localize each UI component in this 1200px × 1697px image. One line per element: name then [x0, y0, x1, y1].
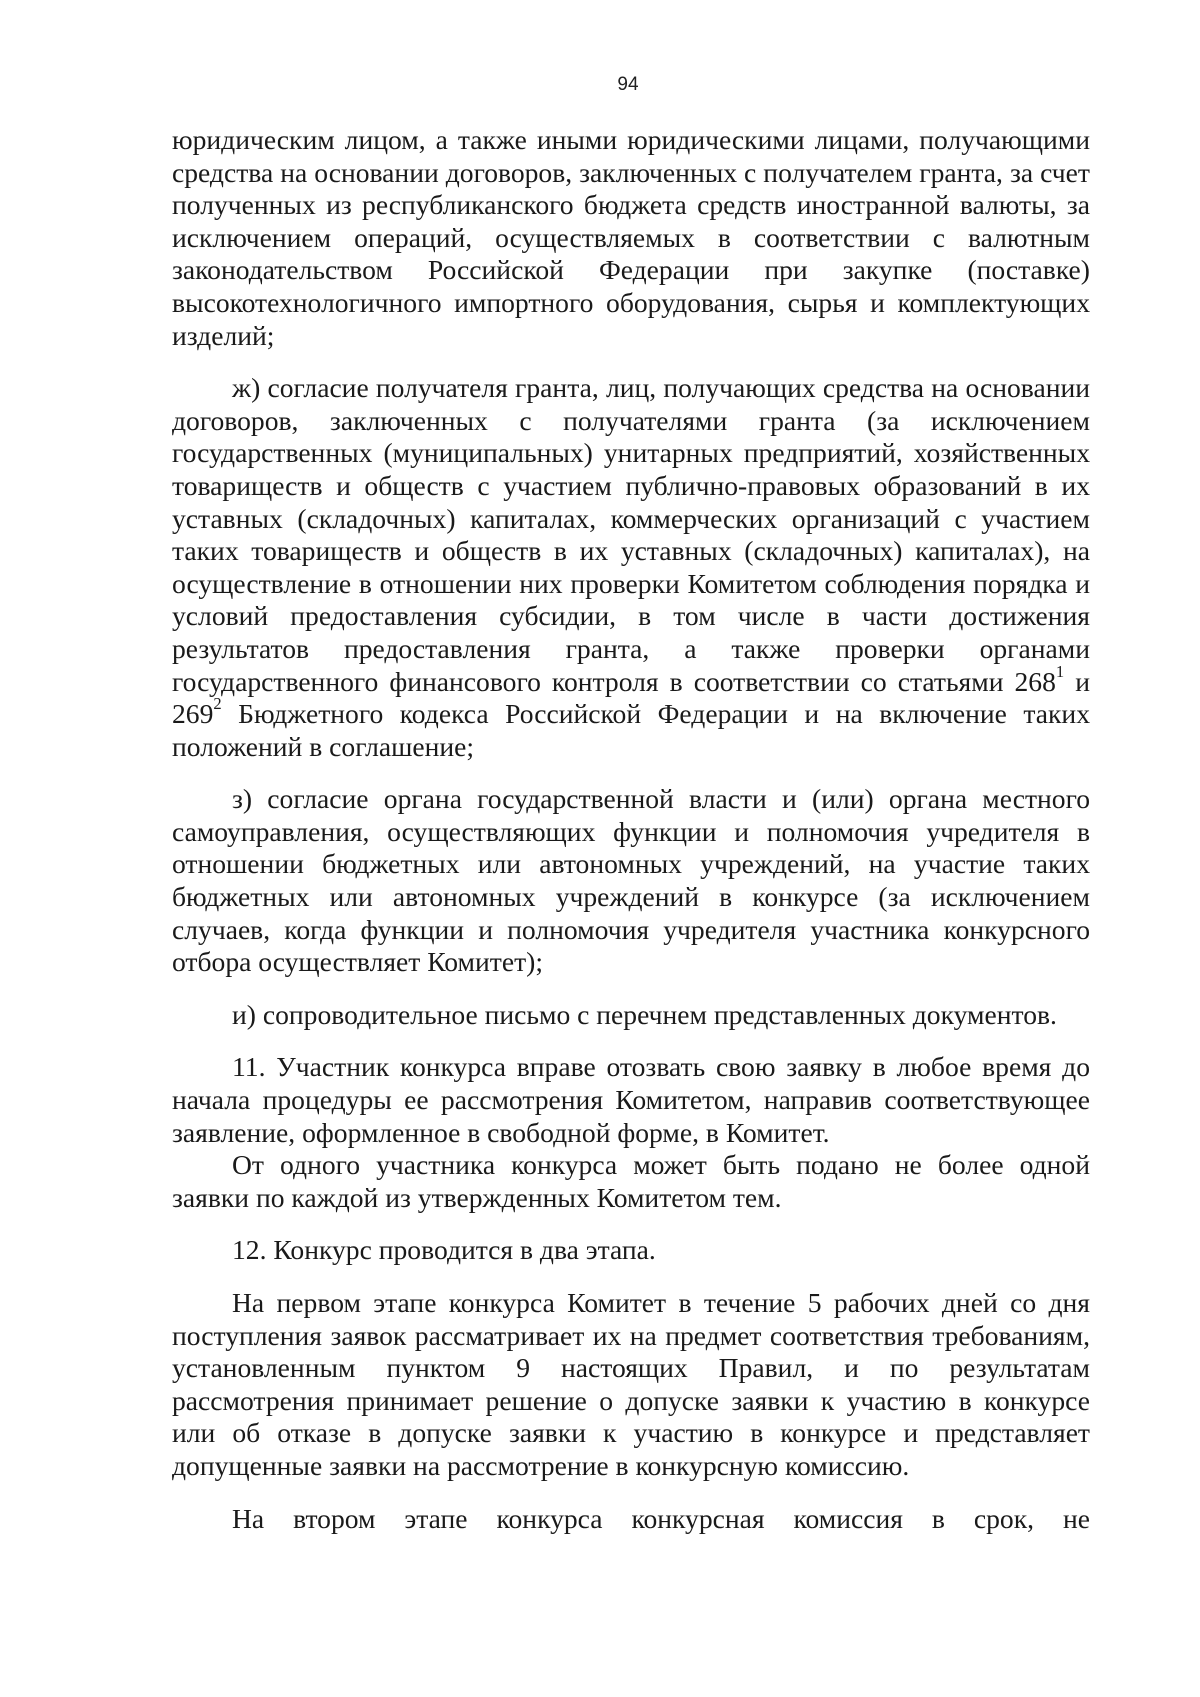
paragraph-point-11: 11. Участник конкурса вправе отозвать свою заявку в любое время до начала процедуры ее рассмотрения Комитетом, направив соответствующее заявление, оформленное в свободной форме, в Комитет.	[172, 1051, 1090, 1148]
footnote-superscript-2: 2	[213, 694, 222, 714]
document-body	[172, 124, 1090, 1535]
paragraph-second-stage: На втором этапе конкурса конкурсная комиссия в срок, не	[232, 1502, 1090, 1534]
paragraph-item-zh-text-start: ж) согласие получателя гранта, лиц, получающих средства на основании договоров, заключенных с получателями гранта (за исключением государственных (муниципальных) унитарных предприятий, хозяйственных товариществ и обществ с участием публично-правовых образований в их уставных (складочных) капиталах, коммерческих организаций с участием таких товариществ и обществ в их уставных (складочных) капиталах), на осуществление в отношении них проверки Комитетом соблюдения порядка и условий предоставления субсидии, в том числе в части достижения результатов предоставления гранта, а также проверки органами государственного финансового контроля в соответствии со статьями 268	[172, 372, 1090, 697]
paragraph-item-zh-text-end: Бюджетного кодекса Российской Федерации и на включение таких положений в соглашение;	[172, 698, 1090, 762]
paragraph-point-12: 12. Конкурс проводится в два этапа.	[232, 1234, 656, 1266]
footnote-superscript-1: 1	[1055, 661, 1065, 681]
paragraph-one-application: От одного участника конкурса может быть подано не более одной заявки по каждой из утвержденных Комитетом тем.	[172, 1149, 1090, 1213]
paragraph-item-z: з) согласие органа государственной власти и (или) органа местного самоуправления, осуществляющих функции и полномочия учредителя в отношении бюджетных или автономных учреждений, на участие таких бюджетных или автономных учреждений в конкурсе (за исключением случаев, когда функции и полномочия учредителя участника конкурсного отбора осуществляет Комитет);	[172, 783, 1090, 978]
page-number: 94	[617, 74, 639, 95]
paragraph-first-stage: На первом этапе конкурса Комитет в течение 5 рабочих дней со дня поступления заявок рассматривает их на предмет соответствия требованиям, установленным пунктом 9 настоящих Правил, и по результатам рассмотрения принимает решение о допуске заявки к участию в конкурсе или об отказе в допуске заявки к участию в конкурсе и представляет допущенные заявки на рассмотрение в конкурсную комиссию.	[172, 1287, 1090, 1481]
paragraph-item-zh	[172, 372, 1090, 763]
paragraph-foreign-currency: юридическим лицом, а также иными юридическими лицами, получающими средства на основании договоров, заключенных с получателем гранта, за счет полученных из республиканского бюджета средств иностранной валюты, за исключением операций, осуществляемых в соответствии с валютным законодательством Российской Федерации при закупке (поставке) высокотехнологичного импортного оборудования, сырья и комплектующих изделий;	[172, 124, 1090, 351]
paragraph-item-i: и) сопроводительное письмо с перечнем представленных документов.	[232, 998, 1057, 1030]
paragraph-item-zh-text-mid: и 269	[172, 665, 1090, 730]
